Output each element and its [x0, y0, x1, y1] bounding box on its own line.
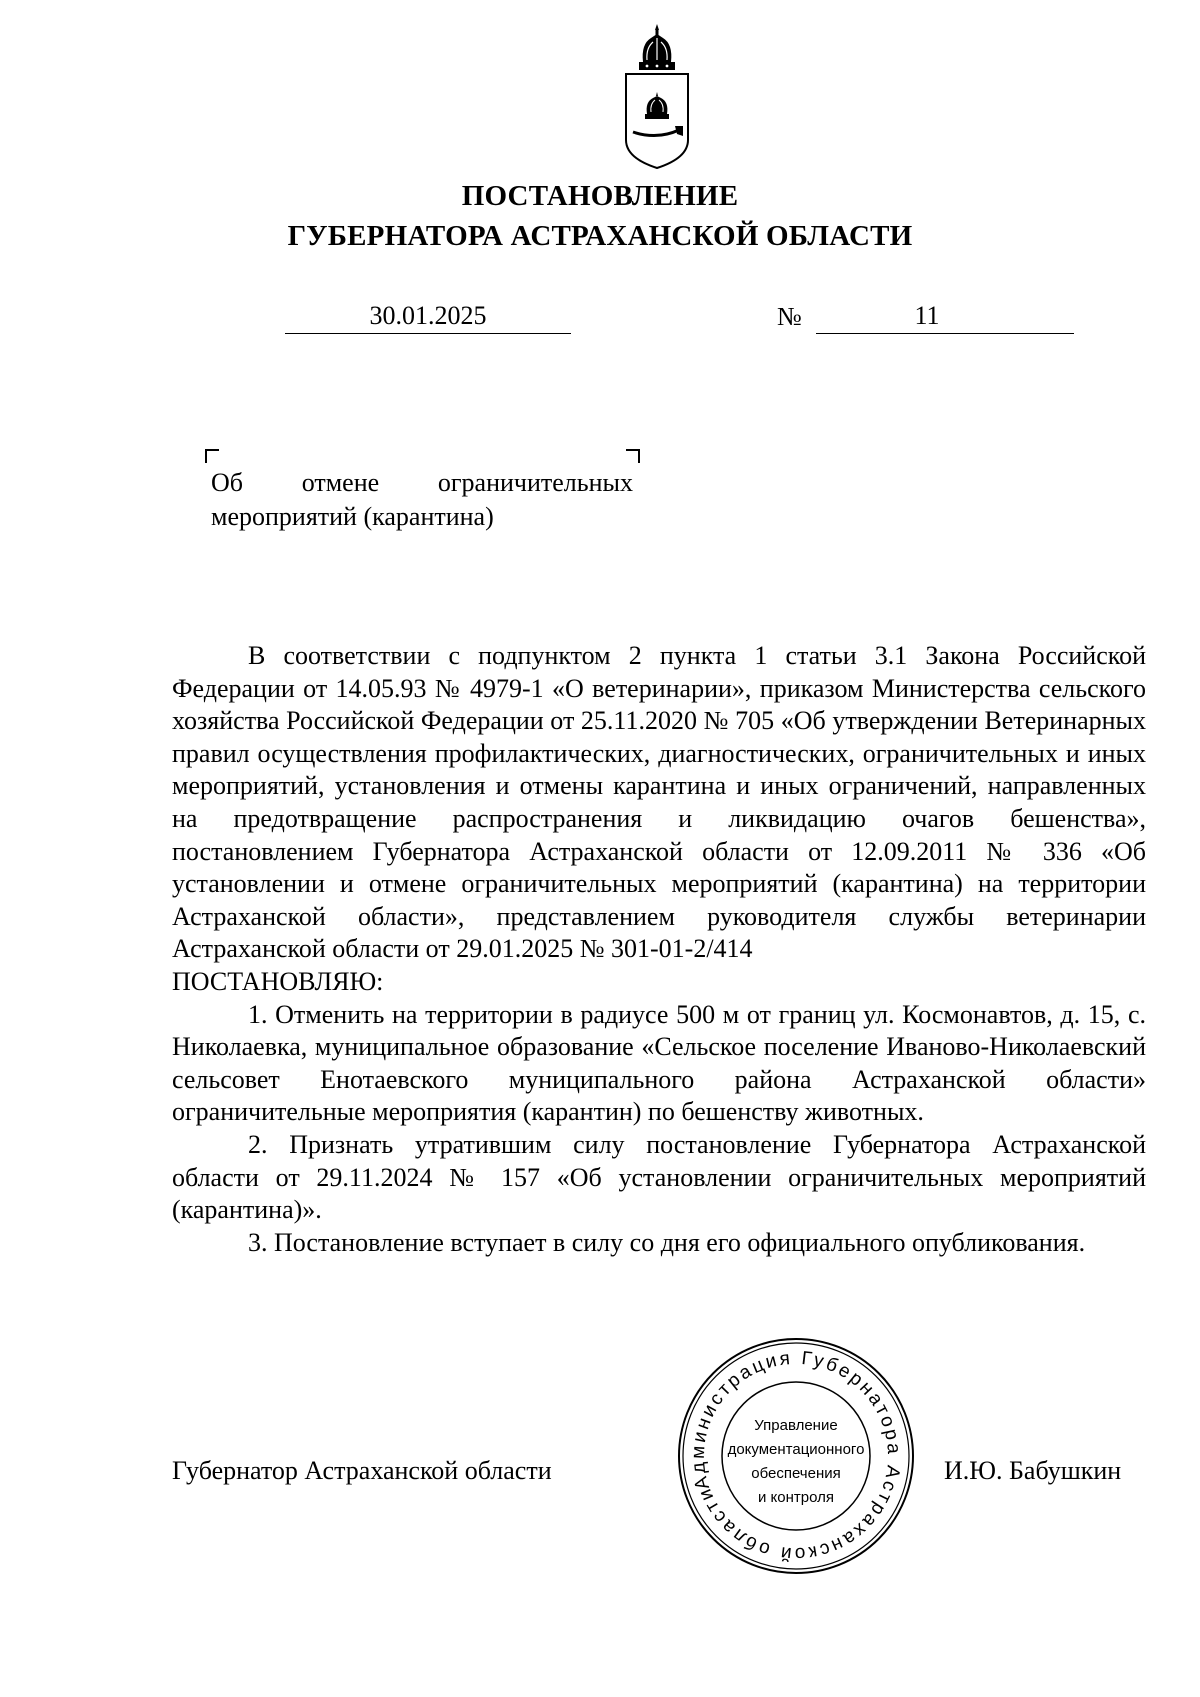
- stamp-ring-text: Администрация Губернатора Астраханской области: [687, 1347, 905, 1565]
- subject-line-1: [211, 466, 633, 500]
- coat-of-arms-icon: [617, 22, 697, 174]
- subject-word: Об: [211, 468, 244, 497]
- decree-date-field: [285, 303, 571, 334]
- decree-word: ПОСТАНОВЛЯЮ:: [172, 966, 384, 996]
- signatory-name: И.Ю. Бабушкин: [944, 1456, 1122, 1485]
- stamp-line: и контроля: [757, 1489, 834, 1506]
- decree-subject: [211, 466, 633, 534]
- decree-number: 11: [914, 301, 940, 330]
- issuer-heading: ГУБЕРНАТОРА АСТРАХАНСКОЙ ОБЛАСТИ: [287, 220, 913, 252]
- document-type-heading: ПОСТАНОВЛЕНИЕ: [461, 180, 739, 212]
- decree-number-field: [816, 303, 1074, 334]
- decree-item-3: 3. Постановление вступает в силу со дня его официального опубликования.: [248, 1227, 1086, 1257]
- decree-item-2: 2. Признать утратившим силу постановление Губернатора Астраханской области от 29.11.2024 № 157 «Об установлении ограничительных мероприятий (карантина)».: [172, 1129, 1146, 1225]
- stamp-inner-text: [716, 1414, 876, 1510]
- decree-item-1: 1. Отменить на территории в радиусе 500 м от границ ул. Космонавтов, д. 15, с. Николаевка, муниципальное образование «Сельское поселение Иваново-Николаевский сельсовет Енотаевского муниципального района Астраханской области» ограничительные мероприятия (карантин) по бешенству животных.: [172, 999, 1146, 1127]
- decree-date: 30.01.2025: [369, 301, 487, 330]
- number-sign: №: [777, 302, 802, 331]
- stamp-line: обеспечения: [751, 1465, 841, 1482]
- subject-word: ограничительных: [437, 468, 633, 497]
- decree-body: [172, 640, 1146, 1259]
- subject-corner-left: [205, 449, 219, 463]
- stamp-line: Управление: [754, 1417, 838, 1434]
- stamp-line: документационного: [727, 1441, 865, 1458]
- preamble-paragraph: В соответствии с подпунктом 2 пункта 1 статьи 3.1 Закона Российской Федерации от 14.05.93 № 4979-1 «О ветеринарии», приказом Министерства сельского хозяйства Российской Федерации от 25.11.2020 № 705 «Об утверждении Ветеринарных правил осуществления профилактических, диагностических, ограничительных и иных мероприятий, установления и отмены карантина и иных ограничений, направленных на предотвращение распространения и ликвидацию очагов бешенства», постановлением Губернатора Астраханской области от 12.09.2011 № 336 «Об установлении и отмене ограничительных мероприятий (карантина) на территории Астраханской области», представлением руководителя службы ветеринарии Астраханской области от 29.01.2025 № 301-01-2/414: [172, 641, 1146, 964]
- subject-line-2: мероприятий (карантина): [211, 502, 494, 531]
- signatory-role: Губернатор Астраханской области: [172, 1456, 552, 1485]
- subject-corner-right: [626, 449, 640, 463]
- subject-word: отмене: [301, 468, 380, 497]
